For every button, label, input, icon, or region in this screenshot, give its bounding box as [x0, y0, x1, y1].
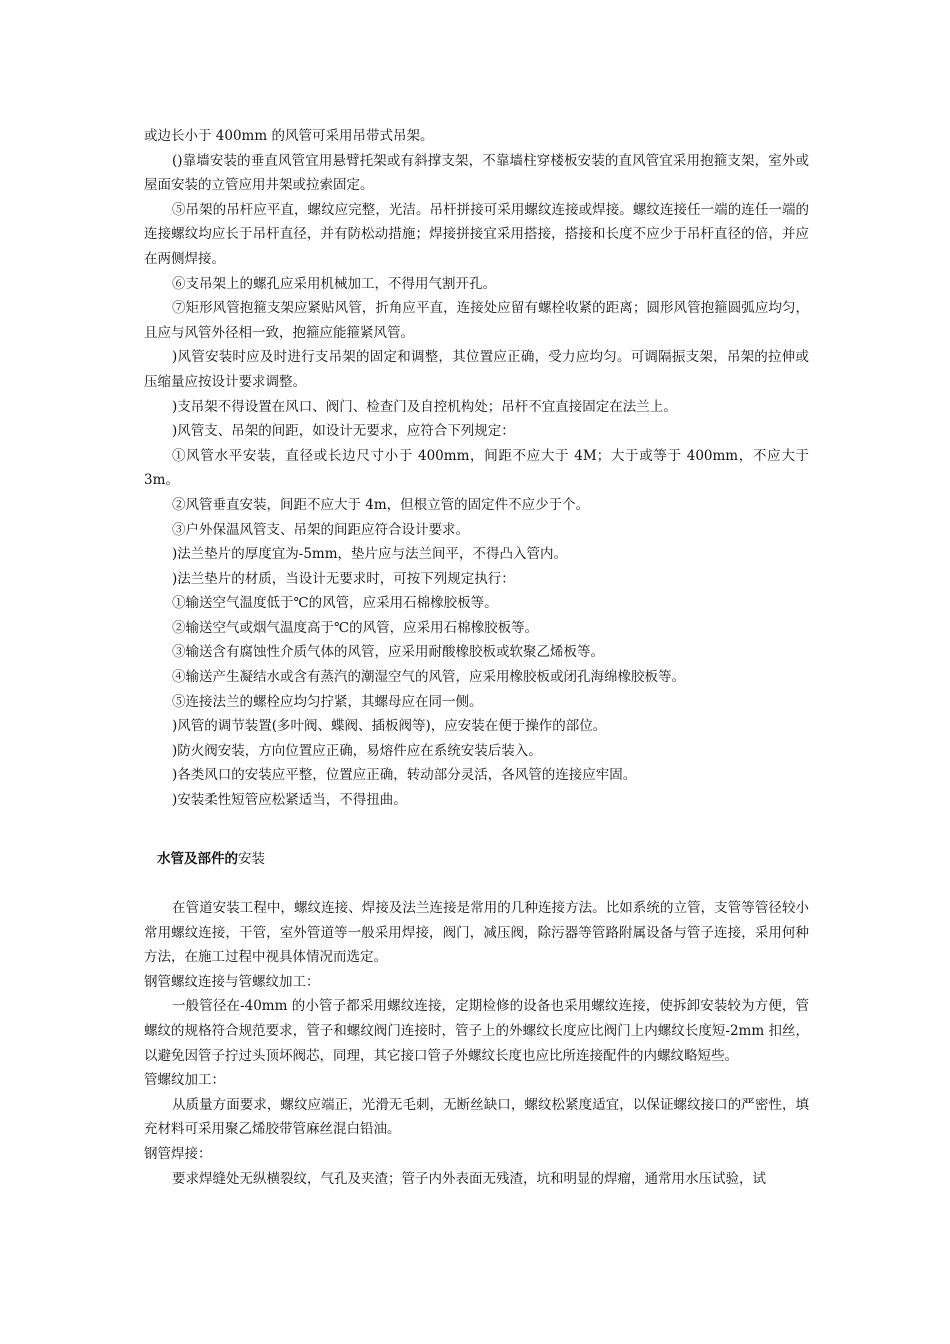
paragraph: ()靠墙安装的垂直风管宜用悬臂托架或有斜撑支架，不靠墙柱穿楼板安装的直风管宜采用抱箍支架，室外或屋面安装的立管应用井架或拉索固定。	[144, 152, 809, 194]
paragraph: 管螺纹加工：	[144, 1072, 225, 1089]
paragraph: 一般管径在-40mm 的小管子都采用螺纹连接，定期检修的设备也采用螺纹连接，使拆卸安装较为方便，管螺纹的规格符合规范要求，管子和螺纹阀门连接时，管子上的外螺纹长度应比阀门上内螺纹长度短-2mm 扣丝，以避免因管子拧过头顶坏阀芯，同理，其它接口管子外螺纹长度也应比所连接配件的内螺纹略短些。	[144, 998, 809, 1064]
paragraph: )风管安装时应及时进行支吊架的固定和调整，其位置应正确，受力应均匀。可调隔振支架，吊架的拉伸或压缩量应按设计要求调整。	[144, 349, 809, 390]
section-title-rest: 安装	[238, 851, 265, 867]
paragraph: )风管的调节装置(多叶阀、蝶阀、插板阀等)，应安装在便于操作的部位。	[172, 718, 607, 735]
paragraph: 在管道安装工程中，螺纹连接、焊接及法兰连接是常用的几种连接方法。比如系统的立管，支管等管径较小常用螺纹连接，干管，室外管道等一般采用焊接，阀门，减压阀，除污器等管路附属设备与管子连接，采用何种方法，在施工过程中视具体情况而选定。	[144, 900, 809, 966]
paragraph: 钢管螺纹连接与管螺纹加工：	[144, 973, 320, 990]
paragraph: )防火阀安装，方向位置应正确，易熔件应在系统安装后装入。	[172, 742, 542, 759]
paragraph: ③户外保温风管支、吊架的间距应符合设计要求。	[172, 521, 469, 538]
paragraph: ①风管水平安装，直径或长边尺寸小于 400mm，间距不应大于 4M；大于或等于 400mm，不应大于3m。	[144, 447, 809, 489]
paragraph: )风管支、吊架的间距，如设计无要求，应符合下列规定：	[172, 423, 515, 440]
paragraph: 钢管焊接：	[144, 1145, 212, 1162]
paragraph: )安装柔性短管应松紧适当，不得扭曲。	[172, 792, 407, 809]
paragraph: )法兰垫片的材质，当设计无要求时，可按下列规定执行：	[172, 570, 515, 587]
paragraph: 或边长小于 400mm 的风管可采用吊带式吊架。	[144, 128, 434, 144]
section-title-bold: 水管及部件的	[157, 851, 238, 867]
paragraph: ②输送空气或烟气温度高于℃的风管，应采用石棉橡胶板等。	[172, 619, 539, 636]
paragraph: 从质量方面要求，螺纹应端正，光滑无毛刺，无断丝缺口，螺纹松紧度适宜，以保证螺纹接口的严密性，填充材料可采用聚乙烯胶带管麻丝混白铅油。	[144, 1096, 809, 1138]
text-block-ventilation	[144, 124, 809, 813]
paragraph: ①输送空气温度低于℃的风管，应采用石棉橡胶板等。	[172, 595, 498, 612]
paragraph: )各类风口的安装应平整，位置应正确，转动部分灵活，各风管的连接应牢固。	[172, 767, 637, 784]
paragraph: ③输送含有腐蚀性介质气体的风管，应采用耐酸橡胶板或软聚乙烯板等。	[172, 644, 604, 661]
paragraph: )法兰垫片的厚度宜为-5mm，垫片应与法兰间平，不得凸入管内。	[172, 546, 568, 563]
section-title	[157, 849, 265, 869]
paragraph: )支吊架不得设置在风口、阀门、检查门及自控机构处；吊杆不宜直接固定在法兰上。	[172, 398, 677, 415]
paragraph: ⑥支吊架上的螺孔应采用机械加工，不得用气割开孔。	[172, 275, 496, 292]
paragraph: ⑤吊架的吊杆应平直，螺纹应完整，光洁。吊杆拼接可采用螺纹连接或焊接。螺纹连接任一端的连任一端的连接螺纹均应长于吊杆直径，并有防松动措施；焊接拼接宜采用搭接，搭接和长度不应少于吊杆直径的倍，并应在两侧焊接。	[144, 201, 809, 267]
paragraph: ⑤连接法兰的螺栓应均匀拧紧，其螺母应在同一侧。	[172, 693, 483, 710]
paragraph: 要求焊缝处无纵横裂纹，气孔及夹渣；管子内外表面无残渣，坑和明显的焊瘤，通常用水压试验，试	[172, 1170, 766, 1187]
paragraph: ②风管垂直安装，间距不应大于 4m，但根立管的固定件不应少于个。	[172, 496, 590, 513]
paragraph: ④输送产生凝结水或含有蒸汽的潮湿空气的风管，应采用橡胶板或闭孔海绵橡胶板等。	[172, 669, 685, 686]
paragraph: ⑦矩形风管抱箍支架应紧贴风管，折角应平直，连接处应留有螺栓收紧的距离；圆形风管抱箍圆弧应均匀，且应与风管外径相一致，抱箍应能箍紧风管。	[144, 300, 809, 341]
text-block-pipes	[144, 896, 809, 1191]
